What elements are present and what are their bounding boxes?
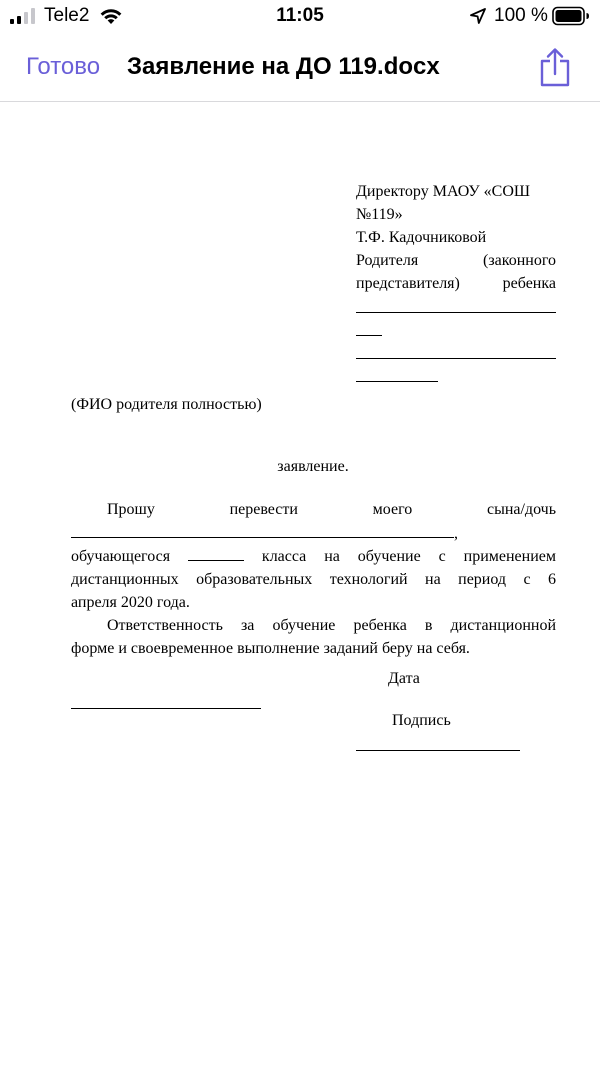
share-icon[interactable]: [537, 46, 573, 88]
navigation-bar: [0, 34, 600, 102]
paragraph-line: дистанционных образовательных технологий на период с 6: [71, 571, 556, 588]
document-title: Заявление на ДО 119.docx: [127, 53, 440, 80]
fill-in-line: [356, 318, 382, 341]
battery-icon: [552, 6, 590, 26]
fill-in-line: [356, 341, 556, 364]
clock-time: 11:05: [276, 5, 324, 26]
addressee-line: Родителя (законного: [356, 252, 556, 269]
status-bar: [0, 0, 600, 34]
date-blank-line: [71, 708, 261, 709]
date-label: Дата: [388, 670, 420, 687]
addressee-line: представителя) ребенка: [356, 275, 556, 292]
addressee-line: Т.Ф. Кадочниковой: [356, 229, 487, 246]
signature-blank-line: [356, 750, 520, 751]
paragraph-line: форме и своевременное выполнение заданий беру на себя.: [71, 640, 470, 657]
signature-label: Подпись: [392, 712, 451, 729]
child-name-blank: [71, 521, 454, 538]
statement-body: [71, 498, 556, 660]
addressee-line: №119»: [356, 206, 403, 223]
document-page[interactable]: [0, 102, 600, 1066]
paragraph-line: [71, 545, 556, 568]
paragraph-word: класса на обучение с применением: [261, 548, 556, 565]
addressee-line: Директору МАОУ «СОШ: [356, 183, 531, 200]
fio-note: (ФИО родителя полностью): [71, 396, 262, 413]
paragraph-word: обучающегося: [71, 548, 171, 565]
paragraph-line: Ответственность за обучение ребенка в дистанционной: [107, 617, 556, 634]
fill-in-line: [356, 295, 556, 318]
paragraph-line: Прошу перевести моего сына/дочь: [107, 501, 556, 518]
paragraph-line: [71, 521, 556, 545]
class-blank: [188, 546, 244, 561]
battery-percentage: 100 %: [494, 5, 548, 26]
carrier-name: Tele2: [44, 5, 90, 26]
fill-in-line: [356, 364, 438, 387]
location-arrow-icon: [470, 8, 486, 24]
addressee-block: [356, 180, 556, 387]
comma: ,: [454, 525, 458, 542]
paragraph-line: апреля 2020 года.: [71, 594, 190, 611]
done-button[interactable]: Готово: [26, 53, 101, 80]
statement-heading: заявление.: [277, 458, 349, 475]
